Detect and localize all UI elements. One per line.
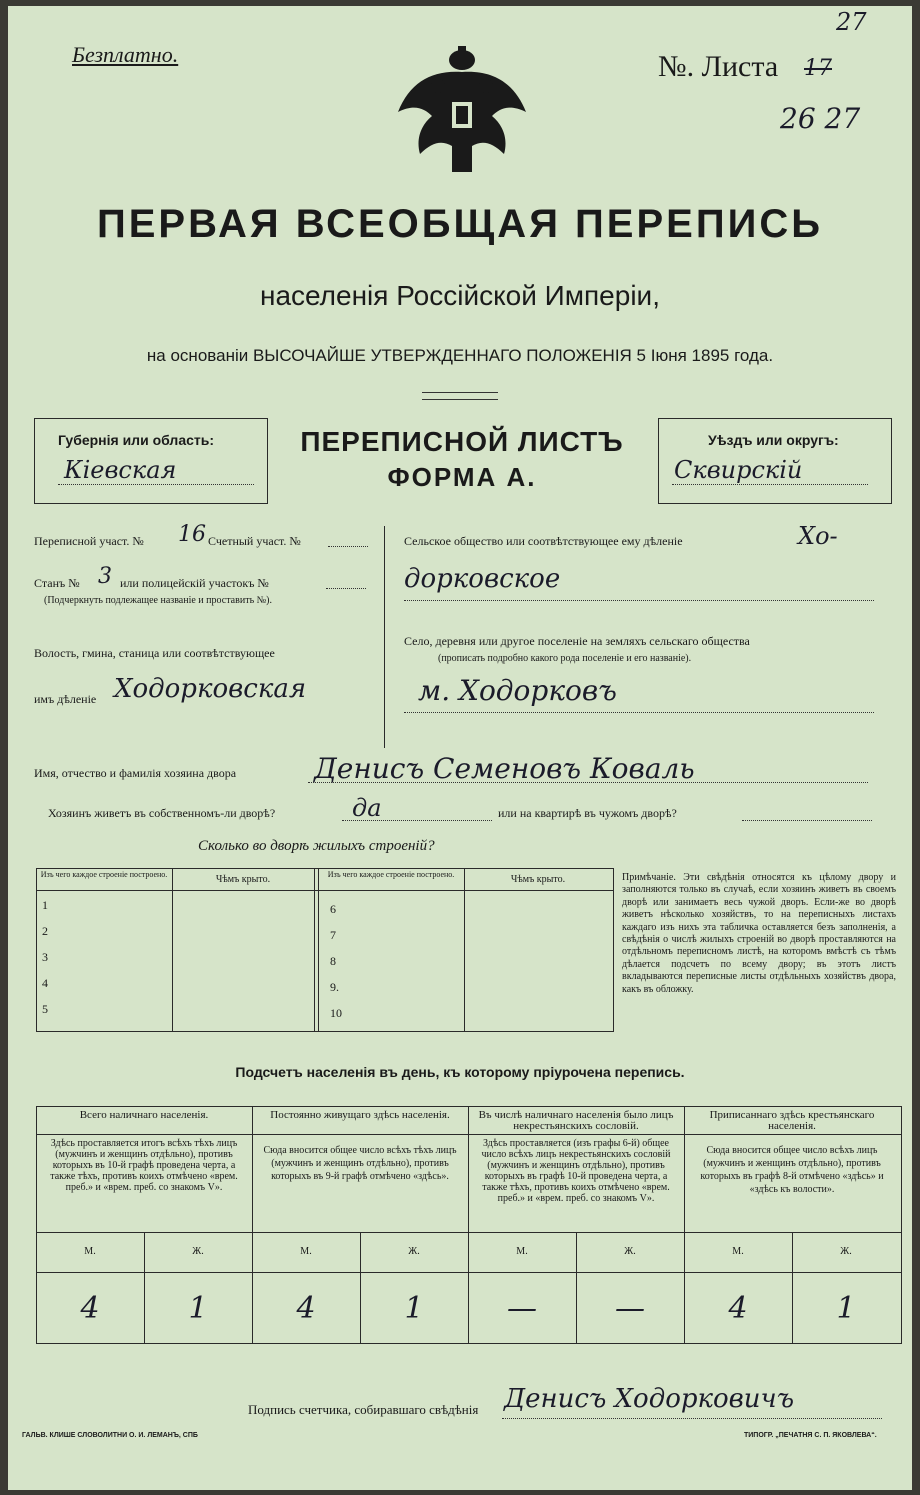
- count-value-f-1: 1: [188, 1291, 208, 1326]
- village-value: м. Ходорковъ: [418, 674, 617, 707]
- count-f-label-3: Ж.: [624, 1246, 636, 1257]
- province-dots: [58, 484, 254, 485]
- volost-value: Ходорковская: [114, 674, 307, 704]
- signature-label: Подпись счетчика, собиравшаго свѣдѣнія: [248, 1402, 479, 1417]
- owner-name-label: Имя, отчество и фамилія хозяина двора: [34, 766, 237, 780]
- police-dots: [326, 588, 366, 589]
- building-row-5: 5: [42, 1002, 48, 1016]
- census-area-label: Переписной участ. №: [34, 534, 144, 548]
- count-desc-3: Здѣсь проставляется (изъ графы 6-й) общее число всѣхъ лицъ некрестьянскихъ сословій (мужчинъ и женщинъ отдѣльно), противъ которыхъ въ графѣ 10-й проведена черта, а также тѣхъ, противъ коихъ отмѣчено «врем. преб.» и «врем. преб. со знакомъ V».: [481, 1138, 671, 1204]
- buildings-col-b-right: Чѣмъ крыто.: [510, 874, 566, 885]
- count-desc-1: Здѣсь проставляется итогъ всѣхъ тѣхъ лицъ (мужчинъ и женщинъ отдѣльно), противъ которыхъ въ 10-й графѣ проведена черта, а также тѣхъ, противъ коихъ отмѣчено «врем. преб.» и «врем. преб. со знакомъ V».: [50, 1138, 238, 1193]
- count-f-label-2: Ж.: [408, 1246, 420, 1257]
- building-row-9: 9.: [330, 980, 339, 994]
- building-row-4: 4: [42, 976, 48, 990]
- ornament-divider: [422, 392, 498, 400]
- count-mf-line: [36, 1272, 902, 1273]
- building-row-2: 2: [42, 924, 48, 938]
- buildings-question: Сколько во дворѣ жилыхъ строеній?: [198, 838, 435, 854]
- buildings-col-a: Изъ чего каждое строеніе построено.: [40, 870, 168, 879]
- count-head-4: Приписаннаго здѣсь крестьянскаго населенія.: [709, 1109, 875, 1132]
- district-label: Уѣздъ или округъ:: [708, 432, 839, 448]
- buildings-col-b: Чѣмъ крыто.: [215, 874, 271, 885]
- building-row-3: 3: [42, 950, 48, 964]
- free-label: Безплатно.: [72, 42, 179, 67]
- count-head-line: [36, 1134, 902, 1135]
- building-row-7: 7: [330, 928, 336, 942]
- count-area-dots: [328, 546, 368, 547]
- count-area-label: Счетный участ. №: [208, 534, 301, 548]
- main-title: ПЕРВАЯ ВСЕОБЩАЯ ПЕРЕПИСЬ: [97, 202, 823, 246]
- form-subtitle: ФОРМА А.: [387, 462, 537, 492]
- count-m-label-2: М.: [300, 1246, 312, 1257]
- stan-value: 3: [98, 564, 112, 589]
- sub-title: населенія Россійской Имперіи,: [260, 280, 660, 311]
- underline-note: (Подчеркнуть подлежащее названіе и проставить №).: [44, 595, 272, 606]
- count-head-2: Постоянно живущаго здѣсь населенія.: [270, 1109, 450, 1121]
- sheet-number-label: №. Листа: [658, 50, 779, 83]
- district-value: Сквирскій: [674, 456, 803, 484]
- buildings-col-line: [172, 868, 173, 1032]
- buildings-mid-line: [314, 868, 315, 1032]
- form-title: ПЕРЕПИСНОЙ ЛИСТЪ: [300, 426, 624, 457]
- owner-lives-label: Хозяинъ живетъ въ собственномъ-ли дворѣ?: [48, 806, 276, 820]
- buildings-mid-line-2: [318, 868, 319, 1032]
- signature-value: Денисъ Ходорковичъ: [504, 1384, 795, 1414]
- count-desc-line: [36, 1232, 902, 1233]
- building-row-10: 10: [330, 1006, 342, 1020]
- count-value-f-3: —: [615, 1291, 645, 1326]
- province-label: Губернія или область:: [58, 432, 215, 448]
- sheet-number-value: 27: [836, 8, 867, 36]
- society-label: Сельское общество или соотвѣтствующее ему дѣленіе: [404, 534, 683, 548]
- police-area-label: или полицейскій участокъ №: [120, 576, 269, 590]
- rent-label: или на квартирѣ въ чужомъ дворѣ?: [498, 806, 677, 820]
- count-f-label-4: Ж.: [840, 1246, 852, 1257]
- volost-label-2: имъ дѣленіе: [34, 692, 97, 706]
- owner-name-value: Денисъ Семеновъ Коваль: [314, 752, 695, 785]
- owner-lives-value: да: [352, 794, 382, 822]
- basis-line: на основаніи ВЫСОЧАЙШЕ УТВЕРЖДЕННАГО ПОЛОЖЕНІЯ 5 Іюня 1895 года.: [146, 346, 774, 365]
- society-value-2: дорковское: [404, 564, 561, 594]
- count-value-m-3: —: [507, 1291, 537, 1326]
- count-head-1: Всего наличнаго населенія.: [79, 1109, 209, 1121]
- owner-lives-dots: [342, 820, 492, 821]
- sheet-number-struck: 17: [804, 56, 832, 81]
- village-label: Село, деревня или другое поселеніе на земляхъ сельскаго общества: [404, 634, 750, 648]
- district-dots: [672, 484, 868, 485]
- province-value: Кіевская: [64, 456, 177, 484]
- buildings-header-line: [36, 890, 614, 891]
- stan-label: Станъ №: [34, 576, 80, 590]
- sheet-number-extra: 26 27: [780, 102, 861, 135]
- owner-name-dots: [308, 782, 868, 783]
- volost-label: Волость, гмина, станица или соотвѣтствующее: [34, 646, 275, 660]
- note-text: Примѣчаніе. Эти свѣдѣнія относятся къ цѣлому двору и заполняются только въ случаѣ, если хозяинъ живетъ въ своемъ дворѣ или занимаетъ весь чужой дворъ. Если-же во дворѣ живетъ нѣсколько хозяйствъ, то на переписныхъ листахъ каждаго изъ нихъ эта табличка оставляется безъ заполненія, а свѣдѣнія о числѣ жилыхъ строеній во дворѣ проставляются на отдѣльномъ переписномъ листѣ, на которомъ вмѣстѣ съ тѣмъ дѣлается подсчетъ по всему двору; въ этотъ листъ вкладываются переписные листы отдѣльныхъ хозяйствъ двора, какъ въ обложку.: [622, 872, 896, 995]
- count-value-f-2: 1: [404, 1291, 424, 1326]
- imperial-eagle-emblem: [392, 42, 532, 182]
- society-dots: [404, 600, 874, 601]
- census-area-value: 16: [178, 522, 206, 547]
- building-row-1: 1: [42, 898, 48, 912]
- rent-dots: [742, 820, 872, 821]
- count-m-label-1: М.: [84, 1246, 96, 1257]
- village-note: (прописать подробно какого рода поселеніе и его названіе).: [438, 653, 692, 664]
- society-value-1: Хо-: [798, 522, 838, 550]
- footer-left: ГАЛЬВ. КЛИШЕ СЛОВОЛИТНИ О. И. ЛЕМАНЪ, СПБ: [22, 1432, 198, 1439]
- building-row-8: 8: [330, 954, 336, 968]
- census-sheet: [8, 6, 912, 1490]
- count-value-m-2: 4: [296, 1291, 316, 1326]
- count-value-m-4: 4: [728, 1291, 748, 1326]
- fields-divider: [384, 526, 385, 748]
- footer-right: ТИПОГР. „ПЕЧАТНЯ С. П. ЯКОВЛЕВА“.: [744, 1432, 877, 1439]
- buildings-col-line-2: [464, 868, 465, 1032]
- count-title: Подсчетъ населенія въ день, къ которому пріурочена перепись.: [235, 1064, 685, 1080]
- signature-dots: [502, 1418, 882, 1419]
- buildings-table: [36, 868, 614, 1032]
- count-m-label-3: М.: [516, 1246, 528, 1257]
- village-dots: [404, 712, 874, 713]
- count-f-label-1: Ж.: [192, 1246, 204, 1257]
- count-desc-2: Сюда вносится общее число всѣхъ тѣхъ лицъ (мужчинъ и женщинъ отдѣльно), противъ которыхъ въ 9-й графѣ отмѣчено «здѣсь».: [263, 1145, 457, 1182]
- count-value-m-1: 4: [80, 1291, 100, 1326]
- building-row-6: 6: [330, 902, 336, 916]
- count-m-label-4: М.: [732, 1246, 744, 1257]
- count-desc-4: Сюда вносится общее число всѣхъ лицъ (мужчинъ и женщинъ отдѣльно), противъ которыхъ въ графѣ 8-й отмѣчено «здѣсь» и «здѣсь къ волости».: [700, 1145, 884, 1195]
- count-head-3: Въ числѣ наличнаго населенія было лицъ некрестьянскихъ сословій.: [478, 1109, 674, 1132]
- buildings-col-a-right: Изъ чего каждое строеніе построено.: [327, 870, 455, 879]
- count-value-f-4: 1: [836, 1291, 856, 1326]
